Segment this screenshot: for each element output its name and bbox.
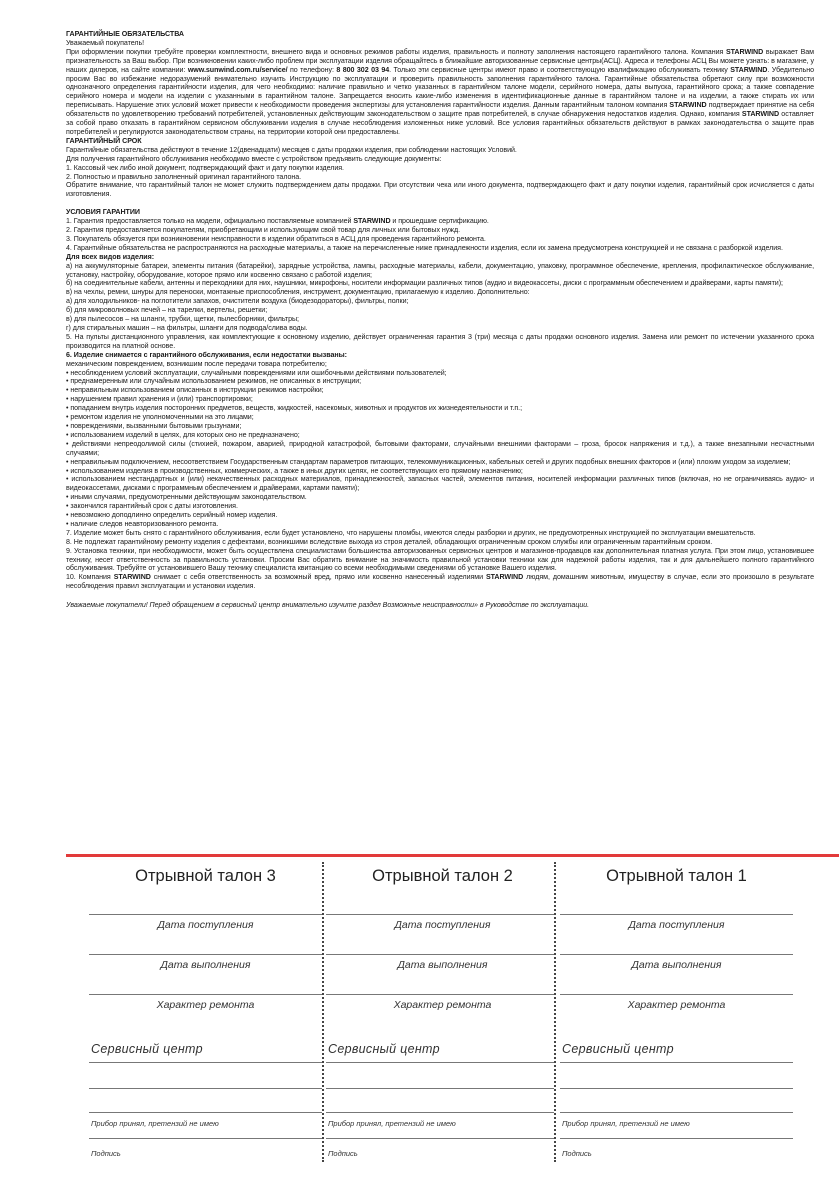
repair-type-line[interactable] [326, 994, 554, 995]
signature-line[interactable] [89, 1138, 322, 1139]
condition-item: 1. Гарантия предоставляется только на модели, официально поставляемые компанией STARWIND и прошедшие сертификацию. [66, 217, 489, 226]
term-title: ГАРАНТИЙНЫЙ СРОК [66, 136, 142, 145]
condition-item: 2. Гарантия предоставляется покупателям, приобретающим и использующим свой товар для личных или бытовых нужд. [66, 226, 461, 235]
p6-item: • наличие следов неавторизованного ремонта. [66, 519, 219, 528]
service-center-line[interactable] [560, 1062, 793, 1063]
closing-note: Уважаемые покупатели! Перед обращением в сервисный центр внимательно изучите раздел Возможные неисправности» в Руководстве по эксплуатации. [66, 601, 590, 610]
condition-item: 5. На пульты дистанционного управления, как комплектующие к основному изделию, действует ограниченная гарантия 3 (три) месяца с даты продажи основного изделия. Замена или ремонт по истечении указанного срока производится на платной основе. [66, 332, 814, 350]
signature-line[interactable] [560, 1138, 793, 1139]
service-center-line-2[interactable] [326, 1088, 554, 1089]
condition-item: 7. Изделие может быть снято с гарантийного обслуживания, если будет установлено, что нарушены пломбы, имеются следы разборки и других, не предусмотренных инструкцией по эксплуатации вмешательств. [66, 528, 756, 537]
repair-type-line[interactable] [89, 994, 322, 995]
coupon-title: Отрывной талон 2 [372, 867, 513, 885]
p6-item: • закончился гарантийный срок с даты изготовления. [66, 502, 238, 511]
received-date-label: Дата поступления [628, 919, 725, 931]
p6-item: • использованием нестандартных и (или) некачественных расходных материалов, принадлежностей, запасных частей, элементов питания, носителей информации различных типов (включая, но не ограничиваясь аудио- и видеокассетами, дисками с программным обеспечением и драйверами, картами памяти); [66, 475, 814, 493]
condition-item: в) на чехлы, ремни, шнуры для переноски, монтажные приспособления, инструмент, документацию, прилагаемую к изделию. Дополнительно: [66, 288, 530, 297]
greeting: Уважаемый покупатель! [66, 38, 145, 47]
received-date-label: Дата поступления [394, 919, 491, 931]
p6-item: • невозможно доподлинно определить серийный номер изделия. [66, 511, 278, 520]
received-date-line[interactable] [560, 914, 793, 915]
term-line: 2. Полностью и правильно заполненный оригинал гарантийного талона. [66, 172, 302, 181]
p6-item: • действиями непреодолимой силы (стихией, пожаром, аварией, природной катастрофой, бытовыми факторами, случайными внешними факторами – гроза, бросок напряжения и т.д.), а также внезапными несчастными случаями; [66, 439, 814, 457]
received-date-line[interactable] [89, 914, 322, 915]
warranty-title: ГАРАНТИЙНЫЕ ОБЯЗАТЕЛЬСТВА [66, 30, 184, 38]
condition-item: 8. Не подлежат гарантийному ремонту изделия с дефектами, возникшими вследствие выхода из строя деталей, обладающих ограниченным сроком службы или ограниченным гарантийным сроком. [66, 537, 713, 546]
coupon-title: Отрывной талон 3 [135, 867, 276, 885]
tear-off-red-line [66, 854, 839, 857]
completed-date-label: Дата выполнения [160, 959, 251, 971]
received-date-line[interactable] [326, 914, 554, 915]
repair-type-label: Характер ремонта [156, 999, 255, 1011]
term-line: 1. Кассовый чек либо иной документ, подтверждающий факт и дату покупки изделия. [66, 163, 344, 172]
condition-item: 4. Гарантийные обязательства не распространяются на расходные материалы, а также на перечисленные ниже принадлежности изделия, если их замена предусмотрена конструкцией и не связана с разборкой изделия. [66, 243, 783, 252]
term-line: Обратите внимание, что гарантийный талон не может служить подтверждением даты продажи. При отсутствии чека или иного документа, подтверждающего факт и дату покупки изделия, гарантийный срок исчисляется с даты изготовления. [66, 181, 814, 199]
repair-type-label: Характер ремонта [627, 999, 726, 1011]
service-center-line-2[interactable] [560, 1088, 793, 1089]
p6-title: 6. Изделие снимается с гарантийного обслуживания, если недостатки вызваны: [66, 350, 347, 359]
accepted-line[interactable] [560, 1112, 793, 1113]
p6-item: • нарушением правил хранения и (или) транспортировки; [66, 395, 253, 404]
coupon-2 [326, 866, 559, 1166]
accepted-label: Прибор принял, претензий не имею [91, 1119, 219, 1128]
all-types-title: Для всех видов изделия: [66, 252, 155, 261]
condition-item: а) для холодильников- на поглотители запахов, очистители воздуха (биодезодораторы), фильтры, полки; [66, 297, 409, 306]
condition-item: б) для микроволновых печей – на тарелки, вертелы, решетки; [66, 306, 268, 315]
service-center-line-2[interactable] [89, 1088, 322, 1089]
term-line: Для получения гарантийного обслуживания необходимо вместе с устройством предъявить следующие документы: [66, 154, 442, 163]
accepted-line[interactable] [326, 1112, 554, 1113]
completed-date-line[interactable] [89, 954, 322, 955]
p6-item: • повреждениями, вызванными бытовыми грызунами; [66, 421, 242, 430]
signature-label: Подпись [562, 1149, 592, 1158]
repair-type-label: Характер ремонта [393, 999, 492, 1011]
cut-line[interactable] [322, 862, 324, 1162]
condition-item: а) на аккумуляторные батареи, элементы питания (батарейки), зарядные устройства, лампы, расходные материалы, кабели, документацию, упаковку, программное обеспечение, крепления, профилактическое обслуживание, установку, настройку, оборудование, которое прямо или косвенно связано с работой изделия; [66, 261, 814, 279]
signature-label: Подпись [91, 1149, 121, 1158]
condition-item: г) для стиральных машин – на фильтры, шланги для подвода/слива воды. [66, 324, 308, 332]
completed-date-line[interactable] [326, 954, 554, 955]
coupon-1 [560, 866, 793, 1166]
service-center-label: Сервисный центр [562, 1042, 674, 1056]
p6-item: • ремонтом изделия не уполномоченными на это лицами; [66, 413, 254, 422]
p6-item: • попаданием внутрь изделия посторонних предметов, веществ, жидкостей, насекомых, животных и продуктов их жизнедеятельности и т.п.; [66, 404, 522, 413]
coupon-title: Отрывной талон 1 [606, 867, 747, 885]
coupon-3 [89, 866, 322, 1166]
p6-item: • использованием изделия в производственных, коммерческих, а также в иных других целях, не соответствующих его прямому назначению; [66, 466, 523, 475]
condition-item: 9. Установка техники, при необходимости, может быть осуществлена специалистами большинства авторизованных сервисных центров и магазинов-продавцов как дополнительная платная услуга. При этом лицо, установившее технику, несет ответственность за правильность установки. Просим Вас обратить внимание на значимость правильной установки техники как для надежной работы изделия, так и для дальнейшего полного гарантийного обслуживания. Требуйте от установившего Вашу технику специалиста квитанцию со всеми необходимыми сведениями об установке Вашего изделия. [66, 546, 814, 573]
accepted-line[interactable] [89, 1112, 322, 1113]
p6-item: • неправильным использованием описанных в инструкции режимов настройки; [66, 386, 324, 395]
condition-item: б) на соединительные кабели, антенны и переходники для них, наушники, микрофоны, носители информации различных типов (аудио и видеокассеты, диски с программным обеспечением и драйверами, карты памяти); [66, 279, 783, 288]
service-center-label: Сервисный центр [91, 1042, 203, 1056]
condition-item: в) для пылесосов – на шланги, трубки, щетки, пылесборники, фильтры; [66, 315, 299, 324]
received-date-label: Дата поступления [157, 919, 254, 931]
p6-item: • неправильным подключением, несоответствием Государственным стандартам параметров питающих, телекоммуникационных, кабельных сетей и других подобных внешних факторов и (или) плохим уходом за изделием; [66, 457, 791, 466]
signature-line[interactable] [326, 1138, 554, 1139]
warranty-document [66, 30, 814, 610]
p6-item: • иными случаями, предусмотренными действующим законодательством. [66, 493, 307, 502]
p6-item: • несоблюдением условий эксплуатации, случайными повреждениями или ошибочными действиями пользователей; [66, 368, 447, 377]
service-center-line[interactable] [326, 1062, 554, 1063]
p6-item: • преднамеренным или случайным использованием режимов, не описанных в инструкции; [66, 377, 362, 386]
repair-type-line[interactable] [560, 994, 793, 995]
completed-date-label: Дата выполнения [397, 959, 488, 971]
warranty-intro: При оформлении покупки требуйте проверки комплектности, внешнего вида и основных режимов работы изделия, правильность и полноту заполнения настоящего гарантийного талона. Компания STARWIND выражает Вам признательность за Ваш выбор. При возникновении каких-либо проблем при эксплуатации изделия обращайтесь в ближайшие авторизованные сервисные центры(АСЦ). Адреса и телефоны АСЦ Вы можете узнать: в магазине, у наших дилеров, на сайте компании: www.sunwind.com.ru/service/ по телефону: 8 800 302 03 94. Только эти сервисные центры имеют право и соответствующую квалификацию обслуживать технику STARWIND. Убедительно просим Вас во избежание недоразумений внимательно изучить Инструкцию по эксплуатации и проверить правильность заполнения гарантийного талона. Гарантийные обязательства обретают силу при возможности однозначного определения гарантийности изделия, для чего необходимо: наличие правильно и четко указанных в гарантийном талоне модели, серийного номера, даты выпуска, гарантийного срока; а также совпадение серийного номера и модели на изделии с указанными в гарантийном талоне. Запрещается вносить какие-либо изменения в идентификационные данные в гарантийном талоне и на изделии, а также стирать их или переписывать. Нарушение этих условий может привести к необходимости проведения экспертизы для установления гарантийности изделия. Данным гарантийным талоном компания STARWIND подтверждает принятие на себя обязательств по удовлетворению требований потребителей, установленных действующим законодательством о защите прав потребителей, в случае обнаружения недостатков изделия. Однако, компания STARWIND оставляет за собой право отказать в гарантийном сервисном обслуживании изделия в случае несоблюдения изложенных ниже условий. Все условия гарантийных обязательств действуют в рамках законодательства о защите прав потребителей и регулируются законодательством страны, на территории которой они предоставлены. [66, 47, 815, 136]
completed-date-label: Дата выполнения [631, 959, 722, 971]
p6-item: механическим повреждением, возникшим после передачи товара потребителю; [66, 359, 327, 368]
service-center-label: Сервисный центр [328, 1042, 440, 1056]
condition-item: 3. Покупатель обязуется при возникновении неисправности в изделии обратиться в АСЦ для проведения гарантийного ремонта. [66, 234, 486, 243]
accepted-label: Прибор принял, претензий не имею [328, 1119, 456, 1128]
service-center-line[interactable] [89, 1062, 322, 1063]
p6-item: • использованием изделий в целях, для которых оно не предназначено; [66, 430, 300, 439]
signature-label: Подпись [328, 1149, 358, 1158]
completed-date-line[interactable] [560, 954, 793, 955]
condition-item: 10. Компания STARWIND снимает с себя ответственность за возможный вред, прямо или косвенно нанесенный изделиями STARWIND людям, домашним животным, имуществу в случае, если это произошло в результате несоблюдения правил эксплуатации и установки изделия. [66, 573, 814, 591]
conditions-title: УСЛОВИЯ ГАРАНТИИ [66, 208, 140, 217]
accepted-label: Прибор принял, претензий не имею [562, 1119, 690, 1128]
term-line: Гарантийные обязательства действуют в течение 12(двенадцати) месяцев с даты продажи изделия, при соблюдении настоящих Условий. [66, 145, 517, 154]
